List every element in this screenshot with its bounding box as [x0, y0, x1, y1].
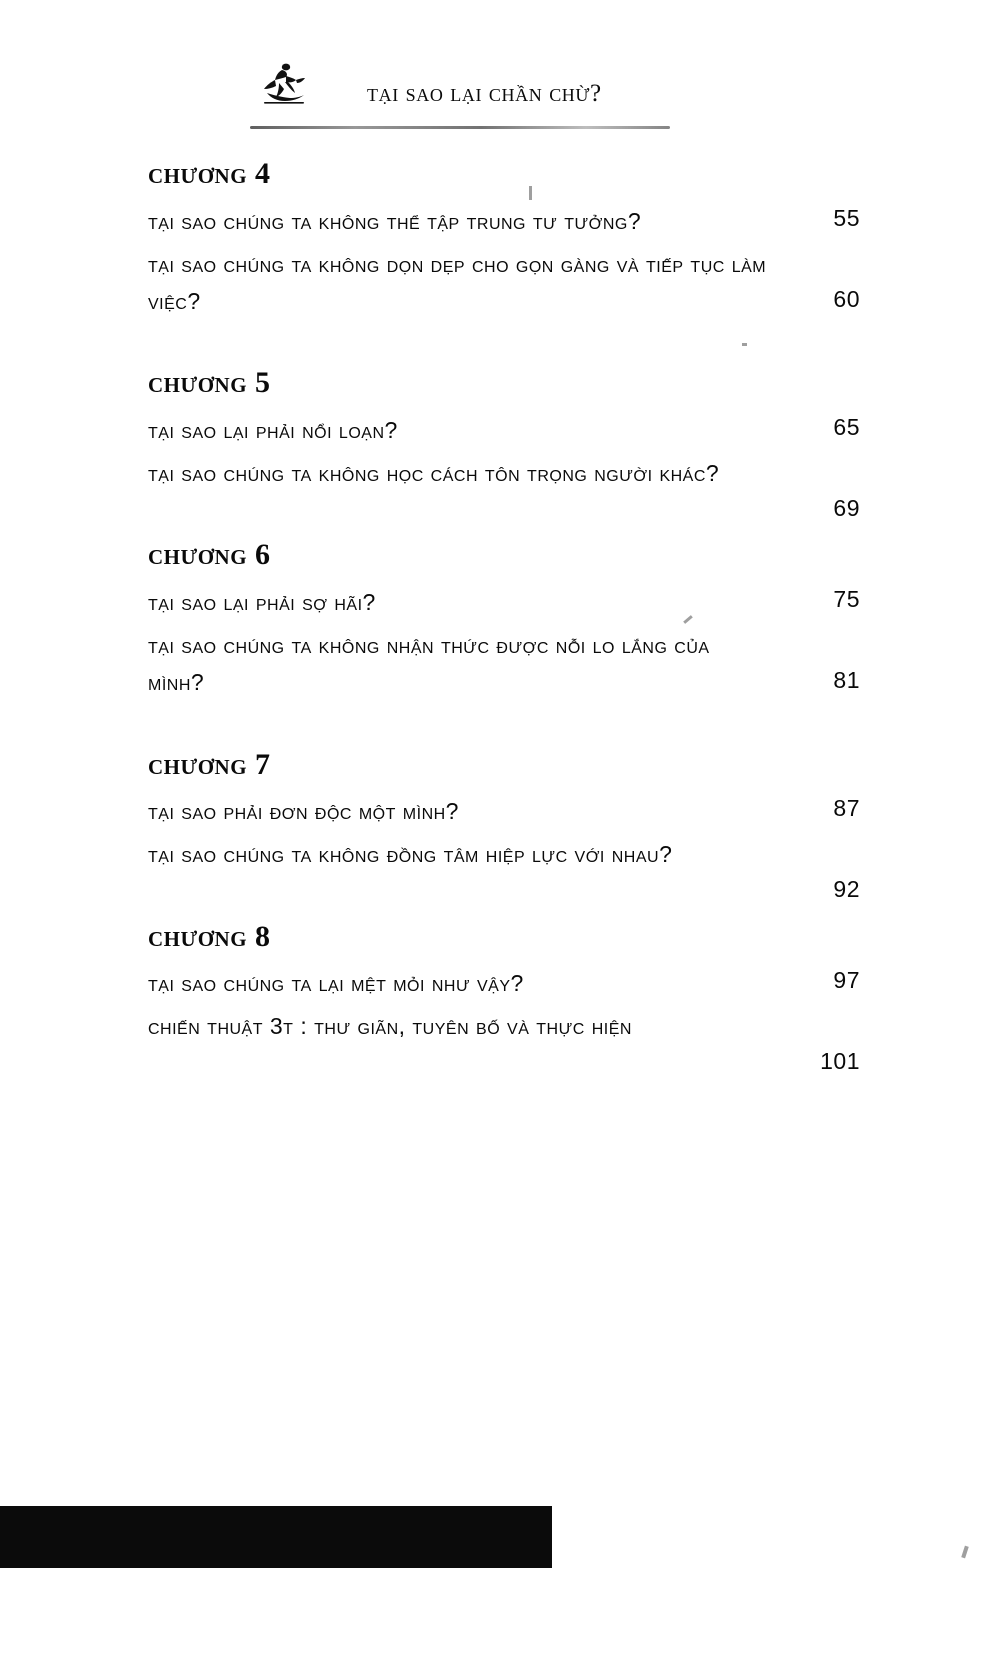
toc-chapter	[148, 918, 860, 1075]
toc-entry-page: 81	[833, 667, 860, 693]
toc-entry-title: tại sao chúng ta không đồng tâm hiệp lực với nhau?	[148, 841, 673, 868]
table-of-contents	[148, 155, 860, 1075]
running-header	[255, 58, 695, 128]
toc-entry[interactable]	[148, 1008, 860, 1075]
chapter-title: chương 8	[148, 919, 271, 953]
toc-chapter	[148, 364, 860, 521]
toc-entry-page: 101	[820, 1048, 860, 1075]
toc-entry[interactable]	[148, 793, 860, 830]
toc-entry-title: tại sao chúng ta không học cách tôn trọng người khác?	[148, 460, 720, 486]
scan-speck	[529, 186, 532, 200]
toc-entry[interactable]	[148, 246, 860, 321]
toc-entry-title: tại sao chúng ta không nhận thức được nỗi lo lắng của mình?	[148, 632, 710, 696]
toc-entry-page: 65	[833, 413, 860, 440]
toc-entry-title: tại sao chúng ta không thể tập trung tư tưởng?	[148, 207, 642, 234]
toc-chapter	[148, 155, 860, 320]
spacer	[148, 518, 860, 536]
footer-text: 158 - why procrastinate?	[148, 15, 431, 42]
chapter-title: chương 4	[148, 157, 271, 190]
toc-entry[interactable]	[148, 584, 860, 621]
scan-speck	[742, 343, 747, 346]
toc-entry-title: tại sao lại phải sợ hãi?	[148, 588, 376, 615]
toc-entry[interactable]	[148, 203, 860, 240]
toc-entry-page: 60	[833, 285, 860, 312]
toc-entry[interactable]	[148, 455, 860, 521]
toc-entry-page: 55	[833, 204, 860, 231]
header-divider	[250, 126, 670, 129]
toc-entry-page: 87	[833, 795, 860, 821]
spacer	[148, 346, 860, 364]
toc-entry-page: 75	[833, 585, 860, 612]
toc-chapter	[148, 746, 860, 903]
toc-entry-page: 92	[833, 876, 860, 903]
toc-entry[interactable]	[148, 836, 860, 903]
toc-entry-title: chiến thuật 3t : thư giãn, tuyên bố và thực hiện	[148, 1013, 632, 1040]
spacer	[148, 900, 860, 918]
chapter-title: chương 6	[148, 538, 271, 572]
toc-entry[interactable]	[148, 965, 860, 1002]
scan-speck	[961, 1546, 969, 1559]
toc-entry[interactable]	[148, 412, 860, 449]
toc-entry-page: 97	[833, 967, 860, 993]
footer-bar	[0, 1506, 552, 1568]
toc-entry-title: tại sao chúng ta không dọn dẹp cho gọn gàng và tiếp tục làm việc?	[148, 250, 767, 314]
chapter-title: chương 7	[148, 747, 271, 781]
toc-chapter	[148, 536, 860, 701]
header-title: tại sao lại chần chừ?	[367, 80, 602, 107]
running-figure-icon	[255, 58, 315, 110]
toc-entry-page: 69	[833, 495, 860, 521]
spacer	[148, 728, 860, 746]
toc-entry-title: tại sao chúng ta lại mệt mỏi như vậy?	[148, 970, 524, 996]
toc-entry[interactable]	[148, 627, 860, 702]
chapter-title: chương 5	[148, 366, 271, 400]
toc-entry-title: tại sao phải đơn độc một mình?	[148, 798, 459, 824]
toc-entry-title: tại sao lại phải nổi loạn?	[148, 416, 398, 443]
